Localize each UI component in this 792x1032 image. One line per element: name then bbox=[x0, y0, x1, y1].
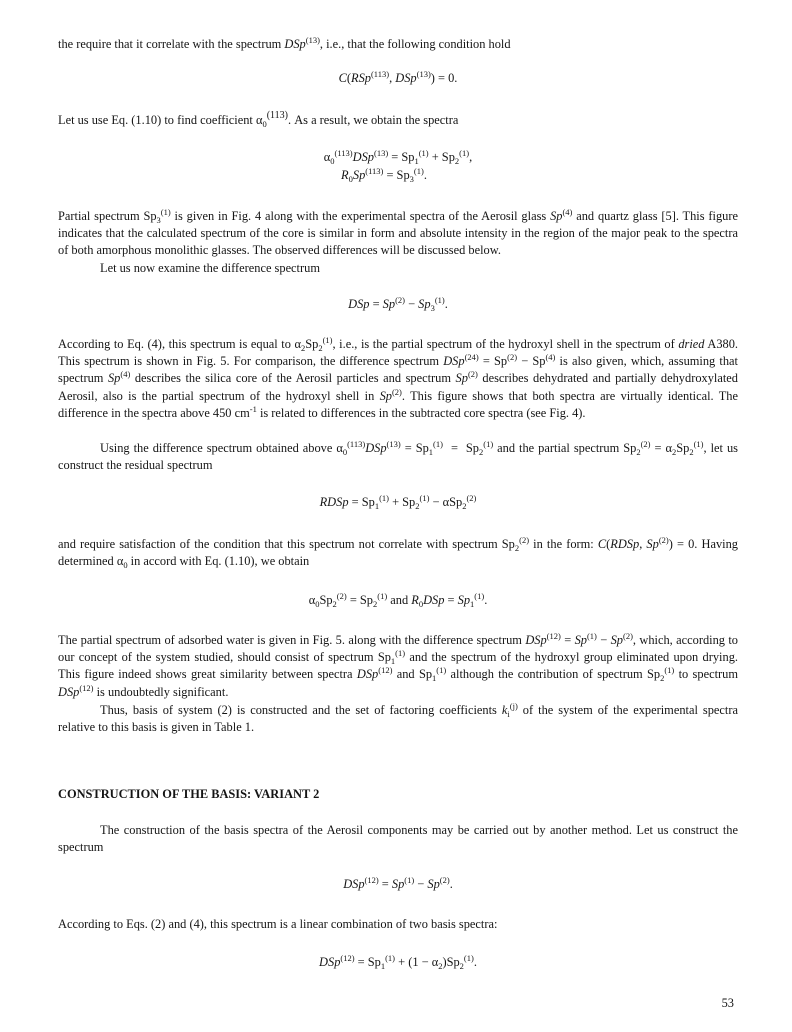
page-number: 53 bbox=[721, 996, 734, 1010]
paragraph-10: The construction of the basis spectra of the Aerosil components may be carried out by another method. Let us construct the spectrum bbox=[58, 823, 738, 855]
equation-2a: $\alpha_0^{(113)}DSp^{(13)} = Sp_1^{(1)} + Sp_2^{(1)}$, bbox=[323, 148, 473, 166]
paragraph-3: Partial spectrum $Sp_3^{(1)}$ is given in Fig. 4 along with the experimental spectra of the Aerosil glass Sp$^{(4)}$ and quartz glass [5]. This figure indicates that the calculated spectrum of the core is similar in form and absolute intensity in the region of the major peak to the spectra of both amorphous monolithic glasses. The observed differences will be discussed below. bbox=[58, 207, 738, 258]
equation-1: C(RSp$^{(113)}$, DSp$^{(13)}$) = 0. bbox=[338, 69, 458, 85]
equation-5: $\alpha_0Sp_2^{(2)} = Sp_2^{(1)}$ and $R_0DSp = Sp_1^{(1)}$. bbox=[308, 591, 488, 609]
equation-2b: $R_0Sp^{(113)} = Sp_3^{(1)}$. bbox=[341, 166, 427, 184]
paragraph-5: According to Eq. (4), this spectrum is equal to $\alpha_2Sp_2^{(1)}$, i.e., is the partial spectrum of the hydroxyl shell in the spectrum of dried A380. This spectrum is shown in Fig. 5. For comparison, the difference spectrum $DSp^{(24)} = Sp^{(2)} - Sp^{(4)}$ is also given, which, assuming that spectrum Sp$^{(4)}$ describes the silica core of the Aerosil particles and spectrum Sp$^{(2)}$ describes dehydrated and partially dehydroxylated Aerosil, also is the partial spectrum of the hydroxyl shell in Sp$^{(2)}$. This figure shows that both spectra are virtually identical. The difference in the spectra above 450 $cm^{-1}$ is related to differences in the subtracted core spectra (see Fig. 4). bbox=[58, 335, 738, 420]
paragraph-7: and require satisfaction of the condition that this spectrum not correlate with spectrum $Sp_2^{(2)}$ in the form: C(RDSp, $Sp^{(2)}) = 0$. Having determined $\alpha_0$ in accord with Eq. (1.10), we obtain bbox=[58, 535, 738, 571]
paragraph-8: The partial spectrum of adsorbed water is given in Fig. 5. along with the difference spectrum $DSp^{(12)} = Sp^{(1)} - Sp^{(2)}$, which, according to our concept of the system studied, should consist of spectrum $Sp_1^{(1)}$ and the spectrum of the hydroxyl group eliminated upon drying. This figure indeed shows great similarity between spectra DSp$^{(12)}$ and $Sp_1^{(1)}$ although the contribution of spectrum $Sp_2^{(1)}$ to spectrum DSp$^{(12)}$ is undoubtedly significant. bbox=[58, 631, 739, 699]
paragraph-9: Thus, basis of system (2) is constructed and the set of factoring coefficients $k_i^{(j)}$ of the system of the experimental spectra relative to this basis is given in Table 1. bbox=[58, 701, 739, 735]
equation-6: $DSp^{(12)} = Sp^{(1)} - Sp^{(2)}$. bbox=[343, 875, 453, 891]
paragraph-4: Let us now examine the difference spectrum bbox=[100, 261, 320, 275]
equation-7: $DSp^{(12)} = Sp_1^{(1)} + (1 - \alpha_2)Sp_2^{(1)}$. bbox=[319, 953, 477, 971]
paragraph-2: Let us use Eq. (1.10) to find coefficient $\alpha_0^{(113)}$. As a result, we obtain the spectra bbox=[58, 110, 459, 129]
section-heading: CONSTRUCTION OF THE BASIS: VARIANT 2 bbox=[58, 787, 320, 801]
equation-4: RDSp = $Sp_1^{(1)} + Sp_2^{(1)} - \alpha Sp_2^{(2)}$ bbox=[319, 493, 477, 511]
intro-paragraph: the require that it correlate with the spectrum DSp$^{(13)}$, i.e., that the following condition hold bbox=[58, 35, 511, 51]
equation-3: DSp = $Sp^{(2)} - Sp_3^{(1)}$. bbox=[348, 295, 448, 313]
paragraph-11: According to Eqs. (2) and (4), this spectrum is a linear combination of two basis spectra: bbox=[58, 917, 498, 931]
paragraph-6: Using the difference spectrum obtained above $\alpha_0^{(113)}DSp^{(13)} = Sp_1^{(1)} = Sp_2^{(1)}$ and the partial spectrum $Sp_2^{(2)} = \alpha_2Sp_2^{(1)}$, let us construct the residual spectrum bbox=[58, 439, 738, 473]
